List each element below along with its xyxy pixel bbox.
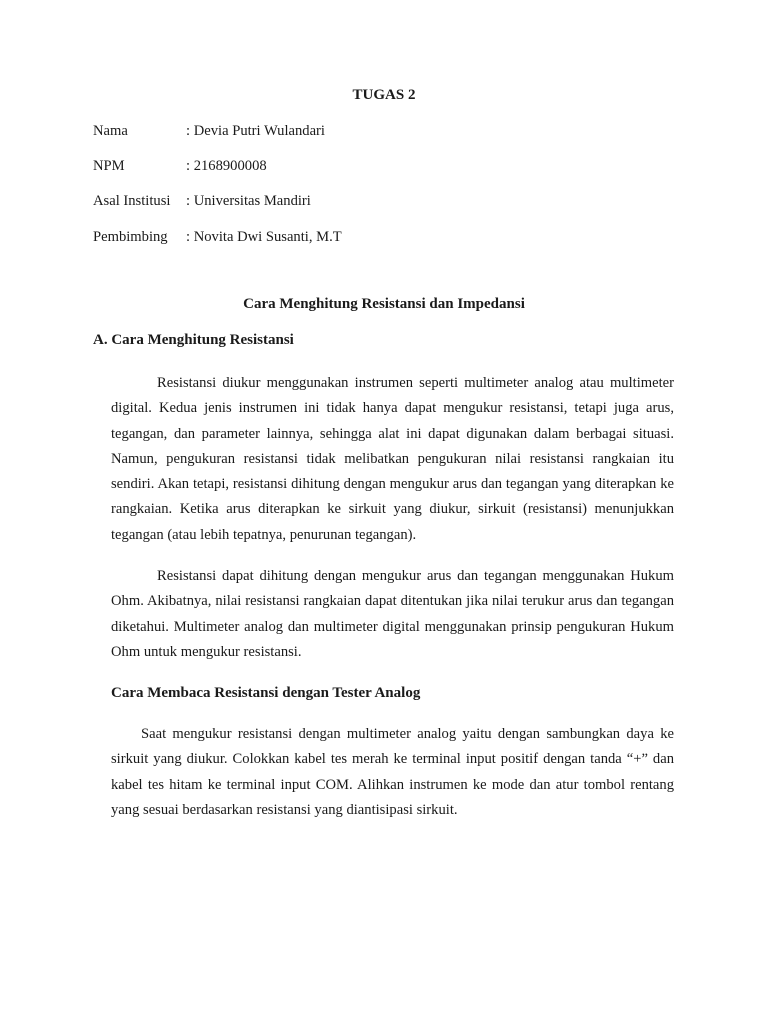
meta-value: : Devia Putri Wulandari: [186, 123, 325, 139]
main-heading: Cara Menghitung Resistansi dan Impedansi: [243, 296, 525, 312]
paragraph: Resistansi dapat dihitung dengan mengukur arus dan tegangan menggunakan Hukum Ohm. Akibatnya, nilai resistansi rangkaian dapat ditentukan jika nilai terukur arus dan tegangan diketahui. Multimeter analog dan multimeter digital menggunakan prinsip pengukuran Hukum Ohm untuk mengukur resistansi.: [111, 568, 674, 660]
meta-value: : Universitas Mandiri: [186, 193, 311, 209]
meta-value: : Novita Dwi Susanti, M.T: [186, 229, 342, 245]
document-title: TUGAS 2: [352, 87, 416, 103]
subsection-heading: Cara Membaca Resistansi dengan Tester Analog: [111, 685, 421, 701]
meta-label: Asal Institusi: [93, 193, 171, 209]
section-a-heading: A. Cara Menghitung Resistansi: [93, 332, 294, 348]
meta-label: Nama: [93, 123, 128, 139]
paragraph: Saat mengukur resistansi dengan multimeter analog yaitu dengan sambungkan daya ke sirkuit yang diukur. Colokkan kabel tes merah ke terminal input positif dengan tanda “+” dan kabel tes hitam ke terminal input COM. Alihkan instrumen ke mode dan atur tombol rentang yang sesuai berdasarkan resistansi yang diantisipasi sirkuit.: [111, 726, 674, 818]
meta-label: Pembimbing: [93, 229, 168, 245]
paragraph: Resistansi diukur menggunakan instrumen seperti multimeter analog atau multimeter digital. Kedua jenis instrumen ini tidak hanya dapat mengukur resistansi, tetapi juga arus, tegangan, dan parameter lainnya, sehingga alat ini dapat digunakan dalam berbagai situasi. Namun, pengukuran resistansi tidak melibatkan pengukuran nilai resistansi rangkaian itu sendiri. Akan tetapi, resistansi dihitung dengan mengukur arus dan tegangan yang diterapkan ke rangkaian. Ketika arus diterapkan ke sirkuit yang diukur, sirkuit (resistansi) menunjukkan tegangan (atau lebih tepatnya, penurunan tegangan).: [111, 375, 674, 543]
meta-label: NPM: [93, 158, 125, 174]
meta-value: : 2168900008: [186, 158, 267, 174]
